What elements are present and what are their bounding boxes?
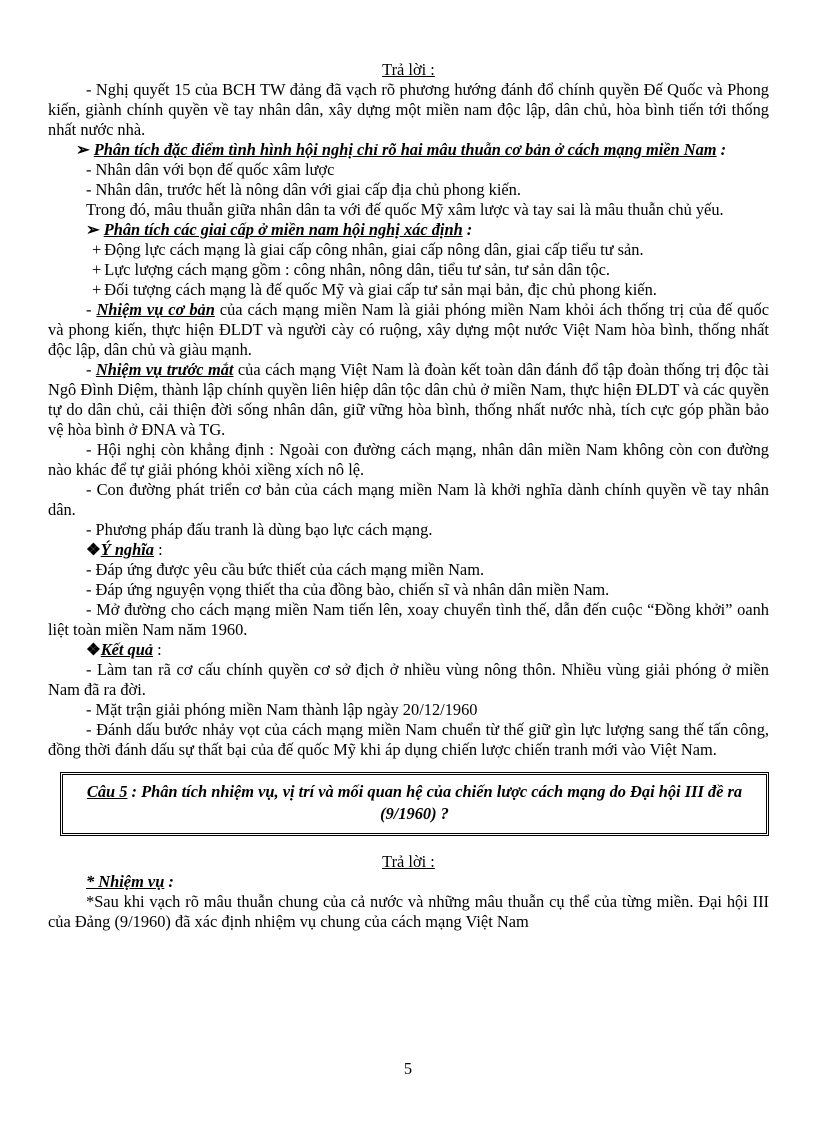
arrow-bullet-icon: ➢ bbox=[86, 220, 100, 239]
page-number: 5 bbox=[403, 1059, 413, 1078]
basic-task-label: Nhiệm vụ cơ bản bbox=[96, 300, 215, 319]
answer2-header-text: Trả lời : bbox=[382, 852, 435, 871]
meaning-heading: ❖Ý nghĩa : bbox=[86, 540, 163, 559]
section2-heading-suffix: : bbox=[462, 220, 473, 239]
answer2-suffix: : bbox=[164, 872, 174, 891]
plus-bullet-icon: + bbox=[92, 240, 102, 259]
meaning-item: - Đáp ứng được yêu cầu bức thiết của cách mạng miền Nam. bbox=[86, 560, 485, 579]
meaning-label: Ý nghĩa bbox=[100, 540, 154, 559]
basic-task-text: của cách mạng miền Nam là giải phóng miền Nam khỏi ách thống trị của đế quốc và phong kiến, thực hiện ĐLDT và người cày có ruộng, xây dựng một nước Việt Nam hòa bình, thống nhất độc lập, dân chủ và giàu mạnh. bbox=[48, 300, 769, 359]
plus-bullet-icon: + bbox=[92, 280, 102, 299]
answer2-paragraph: *Sau khi vạch rõ mâu thuẫn chung của cả nước và những mâu thuẫn cụ thể của từng miền. Đại hội III của Đảng (9/1960) đã xác định nhiệm vụ chung của cách mạng Việt Nam bbox=[48, 892, 769, 931]
question-label: Câu 5 bbox=[86, 782, 128, 801]
section2-item-text: Động lực cách mạng là giai cấp công nhân, giai cấp nông dân, giai cấp tiểu tư sản. bbox=[104, 240, 644, 259]
answer-header bbox=[48, 60, 769, 80]
task-paragraph: - Phương pháp đấu tranh là dùng bạo lực cách mạng. bbox=[86, 520, 433, 539]
section2-item-text: Lực lượng cách mạng gồm : công nhân, nông dân, tiểu tư sản, tư sản dân tộc. bbox=[104, 260, 611, 279]
arrow-bullet-icon: ➢ bbox=[76, 140, 90, 159]
result-item: - Làm tan rã cơ cấu chính quyền cơ sở địch ở nhiều vùng nông thôn. Nhiều vùng giải phóng ở miền Nam đã ra đời. bbox=[48, 660, 769, 699]
meaning-item: - Mở đường cho cách mạng miền Nam tiến lên, xoay chuyển tình thế, dẫn đến cuộc “Đồng khởi” oanh liệt toàn miền Nam năm 1960. bbox=[48, 600, 769, 639]
section1-conclusion: Trong đó, mâu thuẫn giữa nhân dân ta với đế quốc Mỹ xâm lược và tay sai là mâu thuẫn chủ yếu. bbox=[86, 200, 724, 219]
immediate-task-label: Nhiệm vụ trước mắt bbox=[95, 360, 234, 379]
section2-item-text: Đối tượng cách mạng là đế quốc Mỹ và giai cấp tư sản mại bản, địc chủ phong kiến. bbox=[104, 280, 657, 299]
basic-task-paragraph: - Nhiệm vụ cơ bản của cách mạng miền Nam là giải phóng miền Nam khỏi ách thống trị của đế quốc và phong kiến, thực hiện ĐLDT và người cày có ruộng, xây dựng một nước Việt Nam hòa bình, thống nhất độc lập, dân chủ và giàu mạnh. bbox=[48, 300, 769, 359]
result-heading: ❖Kết quả : bbox=[86, 640, 162, 659]
immediate-task-paragraph: - Nhiệm vụ trước mắt của cách mạng Việt Nam là đoàn kết toàn dân đánh đổ tập đoàn thống trị độc tài Ngô Đình Diệm, thành lập chính quyền liên hiệp dân tộc dân chủ ở miền Nam, thực hiện ĐLDT và các quyền tự do dân chủ, cải thiện đời sống nhân dân, giữ vững hòa bình, thống nhất nước nhà, tích cực góp phần bảo vệ hòa bình ở ĐNA và TG. bbox=[48, 360, 770, 439]
question-text: : Phân tích nhiệm vụ, vị trí và mối quan hệ của chiến lược cách mạng do Đại hội III đề ra (9/1960) ? bbox=[127, 782, 743, 823]
diamond-bullet-icon: ❖ bbox=[86, 640, 101, 659]
question-box bbox=[60, 772, 769, 836]
section2-item bbox=[48, 280, 769, 300]
section2-heading bbox=[48, 220, 769, 240]
plus-bullet-icon: + bbox=[92, 260, 102, 279]
section2-item bbox=[48, 260, 769, 280]
intro-paragraph: - Nghị quyết 15 của BCH TW đảng đã vạch rõ phương hướng đánh đổ chính quyền Đế Quốc và Phong kiến, giành chính quyền về tay nhân dân, xây dựng một miền nam độc lập, dân chủ, hòa bình tiến tới thống nhất nước nhà. bbox=[48, 80, 769, 139]
answer-header-text: Trả lời : bbox=[382, 60, 435, 79]
page-content bbox=[48, 60, 769, 932]
answer2-subheading bbox=[48, 872, 769, 892]
diamond-bullet-icon: ❖ bbox=[86, 540, 101, 559]
answer2-header bbox=[48, 852, 769, 872]
immediate-task-text: của cách mạng Việt Nam là đoàn kết toàn dân đánh đổ tập đoàn thống trị độc tài Ngô Đình Diệm, thành lập chính quyền liên hiệp dân tộc dân chủ ở miền Nam, thực hiện ĐLDT và các quyền tự do dân chủ, cải thiện đời sống nhân dân, giữ vững hòa bình, thống nhất nước nhà, tích cực góp phần bảo vệ hòa bình ở ĐNA và TG. bbox=[48, 360, 770, 439]
section2-item bbox=[48, 240, 769, 260]
section1-heading-suffix: : bbox=[716, 140, 727, 159]
result-item: - Đánh dấu bước nhảy vọt của cách mạng miền Nam chuển từ thế giữ gìn lực lượng sang thế tấn công, đồng thời đánh dấu sự thất bại của đế quốc Mỹ khi áp dụng chiến lược chiến tranh mới vào Việt Nam. bbox=[48, 720, 769, 759]
section1-heading-text: Phân tích đặc điểm tình hình hội nghị chỉ rõ hai mâu thuẫn cơ bản ở cách mạng miền Nam bbox=[93, 140, 717, 159]
section1-heading bbox=[48, 140, 769, 160]
section2-heading-text: Phân tích các giai cấp ở miền nam hội nghị xác định bbox=[103, 220, 463, 239]
result-item: - Mặt trận giải phóng miền Nam thành lập ngày 20/12/1960 bbox=[86, 700, 478, 719]
task-paragraph: - Con đường phát triển cơ bản của cách mạng miền Nam là khởi nghĩa dành chính quyền về tay nhân dân. bbox=[48, 480, 769, 519]
answer2-label: * Nhiệm vụ bbox=[86, 872, 165, 891]
task-paragraph: - Hội nghị còn khẳng định : Ngoài con đường cách mạng, nhân dân miền Nam không còn con đường nào khác để tự giải phóng khỏi xiềng xích nô lệ. bbox=[48, 440, 769, 479]
result-label: Kết quả bbox=[100, 640, 154, 659]
meaning-item: - Đáp ứng nguyện vọng thiết tha của đồng bào, chiến sĩ và nhân dân miền Nam. bbox=[86, 580, 610, 599]
section1-item: - Nhân dân với bọn đế quốc xâm lược bbox=[86, 160, 335, 179]
section1-item: - Nhân dân, trước hết là nông dân với giai cấp địa chủ phong kiến. bbox=[86, 180, 521, 199]
